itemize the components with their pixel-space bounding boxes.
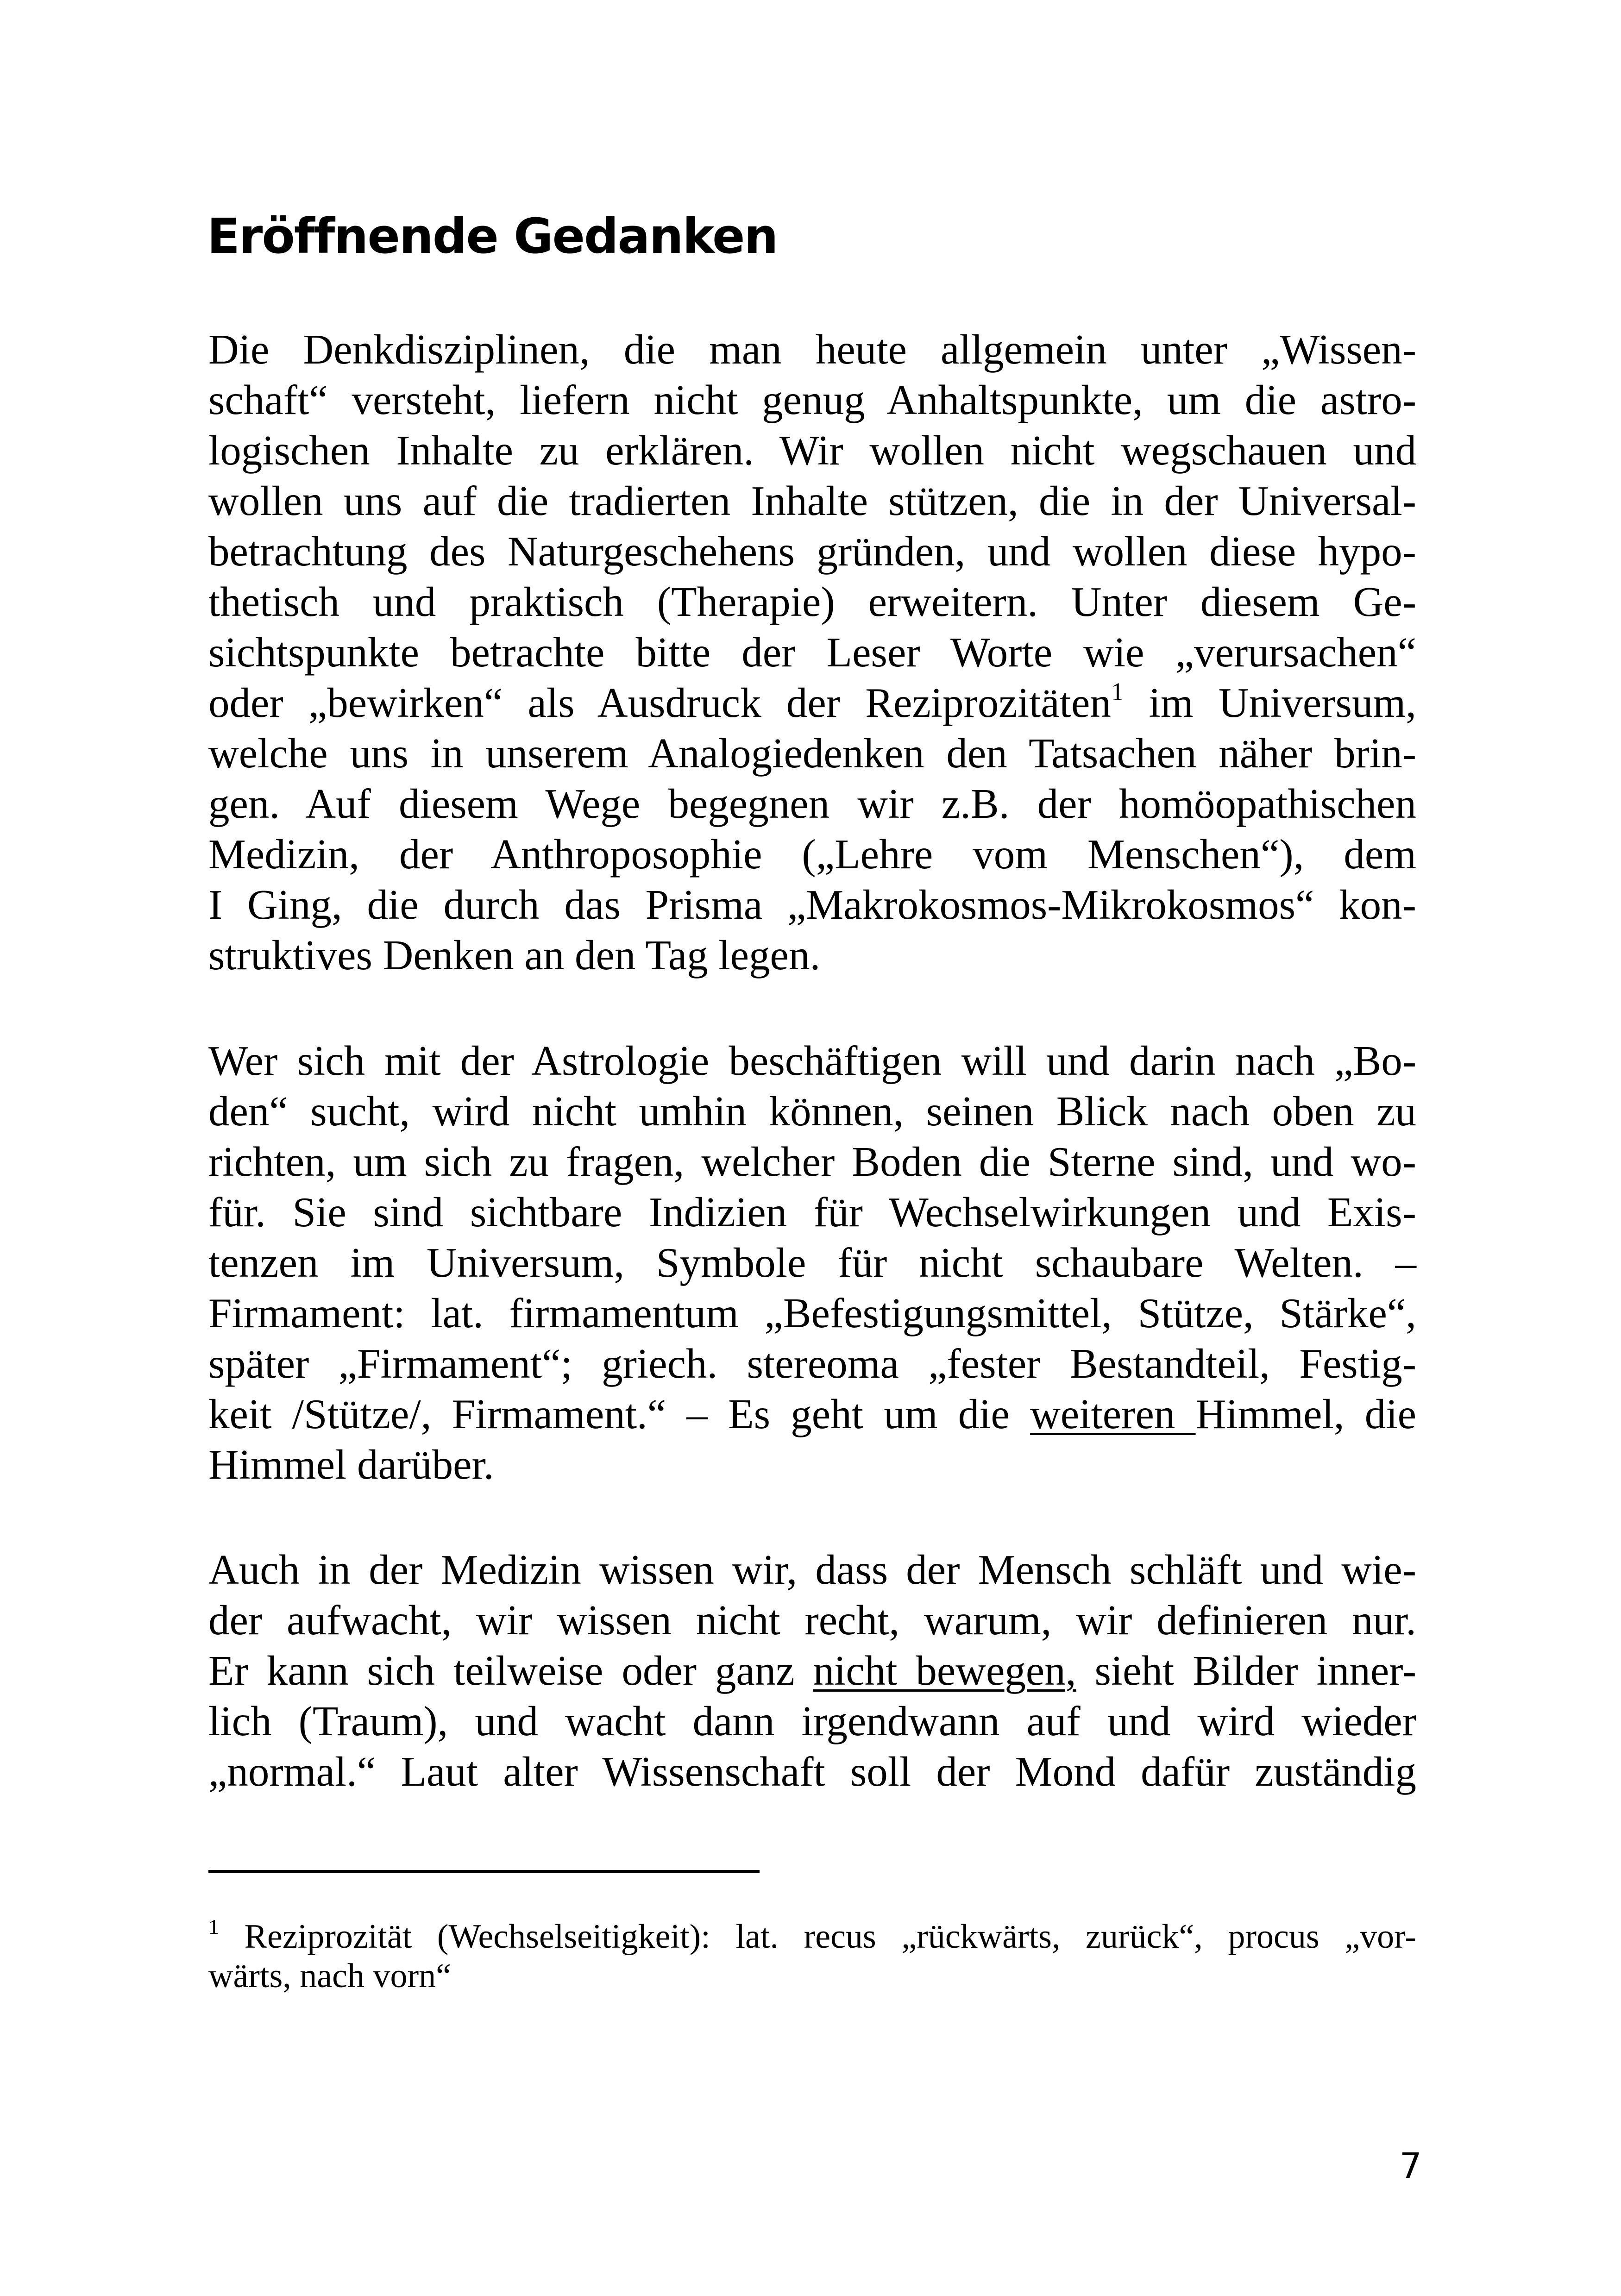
text-line: den“ sucht, wird nicht umhin können, seinen Blick nach oben zu <box>208 1088 1416 1135</box>
text-line: tenzen im Universum, Symbole für nicht schaubare Welten. – <box>208 1239 1416 1286</box>
text-line: oder „bewirken“ als Ausdruck der Reziprozitäten$^1$ im Universum, <box>208 678 1416 726</box>
text-line: Firmament: lat. firmamentum „Befestigungsmittel, Stütze, Stärke“, <box>208 1290 1416 1336</box>
text-line: struktives Denken an den Tag legen. <box>208 932 821 979</box>
text-line: wärts, nach vorn“ <box>208 1957 451 1995</box>
text-line: Medizin, der Anthroposophie („Lehre vom Menschen“), dem <box>208 831 1416 878</box>
text-line: Himmel darüber. <box>208 1441 494 1488</box>
underlined-text: weiteren <box>1030 1391 1196 1437</box>
text-line: gen. Auf diesem Wege begegnen wir z.B. der homöopathischen <box>208 780 1416 827</box>
text-line: welche uns in unserem Analogiedenken den Tatsachen näher brin- <box>208 730 1416 777</box>
chapter-heading: Eröffnende Gedanken <box>207 208 778 264</box>
text-line: wollen uns auf die tradierten Inhalte stützen, die in der Universal- <box>208 477 1416 524</box>
text-line: Wer sich mit der Astrologie beschäftigen will und darin nach „Bo- <box>208 1037 1416 1084</box>
text-line: Er kann sich teilweise oder ganz nicht bewegen, sieht Bilder inner- <box>208 1647 1416 1694</box>
footnote-marker: 1 <box>208 1915 219 1938</box>
paragraph-2 <box>208 1035 1416 1490</box>
text-line: $^1$ Reziprozität (Wechselseitigkeit): lat. recus „rückwärts, zurück“, procus „vor- <box>208 1915 1416 1956</box>
text-line: logischen Inhalte zu erklären. Wir wollen nicht wegschauen und <box>208 427 1416 474</box>
paragraph-3 <box>208 1544 1416 1797</box>
text-line: betrachtung des Naturgeschehens gründen, und wollen diese hypo- <box>208 528 1416 575</box>
text-line: schaft“ versteht, liefern nicht genug Anhaltspunkte, um die astro- <box>208 376 1416 423</box>
text-line: für. Sie sind sichtbare Indizien für Wechselwirkungen und Exis- <box>208 1189 1416 1236</box>
text-line: Die Denkdisziplinen, die man heute allgemein unter „Wissen- <box>208 326 1416 373</box>
text-line: „normal.“ Laut alter Wissenschaft soll der Mond dafür zuständig <box>208 1748 1416 1795</box>
footnote-reference[interactable]: 1 <box>1111 678 1124 706</box>
text-line: I Ging, die durch das Prisma „Makrokosmos-Mikrokosmos“ kon- <box>208 881 1416 928</box>
text-line: thetisch und praktisch (Therapie) erweitern. Unter diesem Ge- <box>208 578 1416 625</box>
paragraph-1 <box>208 324 1416 980</box>
text-line: Auch in der Medizin wissen wir, dass der Mensch schläft und wie- <box>208 1546 1416 1593</box>
text-line: richten, um sich zu fragen, welcher Boden die Sterne sind, und wo- <box>208 1138 1416 1185</box>
text-line: sichtspunkte betrachte bitte der Leser Worte wie „verursachen“ <box>208 629 1416 676</box>
text-line: der aufwacht, wir wissen nicht recht, warum, wir definieren nur. <box>208 1597 1416 1644</box>
footnote-separator <box>208 1870 760 1873</box>
footnote <box>208 1917 1416 1996</box>
underlined-text: nicht bewegen, <box>813 1647 1076 1694</box>
page-number: 7 <box>1399 2145 1422 2186</box>
text-line: später „Firmament“; griech. stereoma „fester Bestandteil, Festig- <box>208 1340 1416 1387</box>
text-line: lich (Traum), und wacht dann irgendwann auf und wird wieder <box>208 1698 1416 1744</box>
text-line: keit /Stütze/, Firmament.“ – Es geht um die weiteren Himmel, die <box>208 1391 1416 1437</box>
